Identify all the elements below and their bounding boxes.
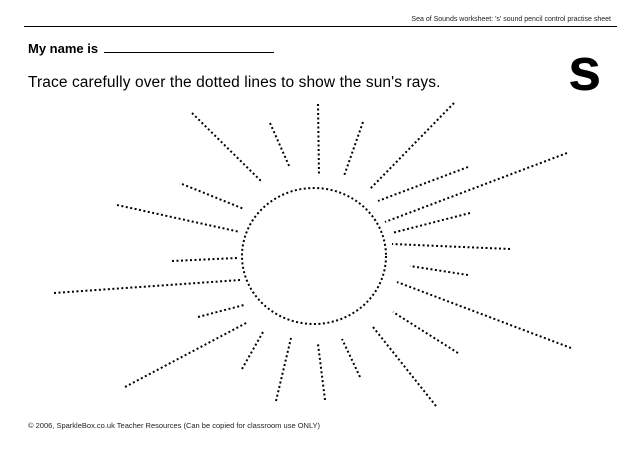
sun-rays: [54, 103, 571, 406]
target-letter: s: [568, 36, 602, 103]
sun-ray[interactable]: [392, 213, 470, 233]
sun-ray[interactable]: [410, 266, 468, 275]
sun-ray[interactable]: [318, 344, 325, 400]
sun-ray[interactable]: [373, 327, 436, 406]
worksheet-header-title: Sea of Sounds worksheet: 's' sound pencil control practise sheet: [411, 16, 611, 23]
sun-ray[interactable]: [393, 312, 458, 353]
copyright-footer: © 2006, SparkleBox.co.uk Teacher Resources (Can be copied for classroom use ONLY): [28, 421, 321, 430]
sun-ray[interactable]: [125, 322, 248, 387]
sun-ray[interactable]: [392, 244, 510, 249]
sun-ray[interactable]: [172, 258, 237, 261]
sun-ray[interactable]: [117, 205, 240, 232]
sun-ray[interactable]: [378, 167, 468, 201]
sun-ray[interactable]: [198, 305, 244, 317]
sun-circle[interactable]: [242, 188, 386, 324]
sun-ray[interactable]: [192, 113, 262, 182]
sun-ray[interactable]: [276, 338, 291, 401]
sun-ray[interactable]: [270, 123, 290, 168]
name-label: My name is: [28, 41, 99, 56]
sun-ray[interactable]: [318, 104, 319, 176]
sun-ray[interactable]: [182, 184, 244, 209]
sun-ray[interactable]: [344, 122, 363, 176]
sun-ray[interactable]: [342, 339, 360, 377]
sun-ray[interactable]: [397, 282, 571, 348]
sun-ray[interactable]: [242, 332, 263, 369]
instruction-text: Trace carefully over the dotted lines to show the sun's rays.: [28, 74, 441, 91]
sun-ray[interactable]: [54, 280, 240, 293]
